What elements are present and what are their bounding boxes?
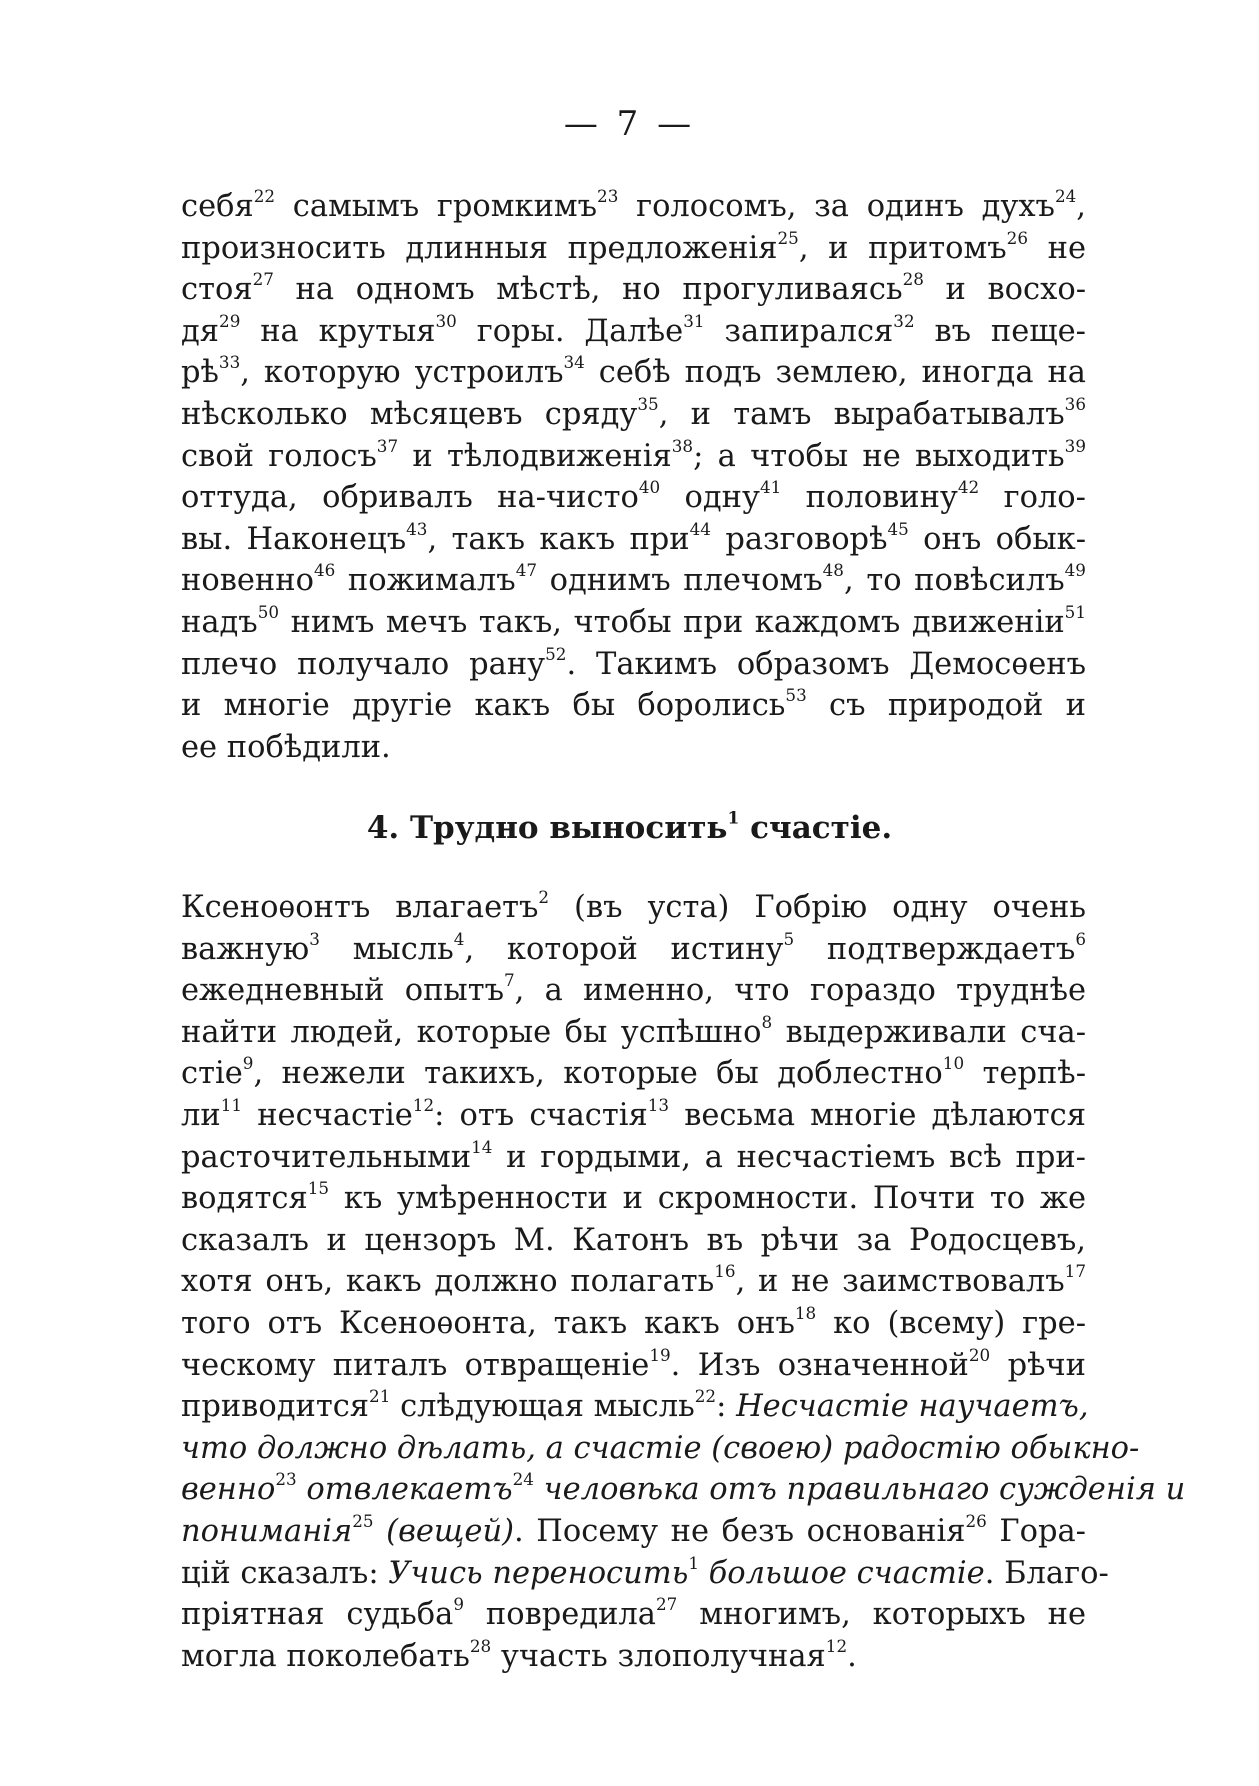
footnote-ref: 32 bbox=[893, 310, 915, 331]
text-line bbox=[181, 1552, 1109, 1595]
text-run: , то повѣсилъ bbox=[843, 563, 1065, 599]
text-run: : отъ счастія bbox=[434, 1097, 648, 1133]
footnote-ref: 21 bbox=[369, 1385, 391, 1406]
italic-text: Несчастіе научаетъ, bbox=[736, 1389, 1089, 1425]
footnote-ref: 22 bbox=[253, 185, 276, 206]
footnote-ref: 42 bbox=[957, 476, 980, 497]
text-run: вы. Наконецъ bbox=[181, 521, 407, 557]
footnote-ref: 49 bbox=[1064, 560, 1086, 581]
footnote-ref: 13 bbox=[647, 1094, 670, 1115]
text-line bbox=[181, 311, 1086, 353]
text-run: рѣ bbox=[181, 355, 219, 391]
text-line bbox=[181, 1428, 1140, 1470]
text-run: ее побѣдили. bbox=[181, 729, 391, 765]
footnote-ref: 23 bbox=[275, 1469, 297, 1490]
text-run: пожималъ bbox=[335, 563, 516, 599]
footnote-ref: 39 bbox=[1064, 435, 1086, 456]
text-run: на одномъ мѣстѣ, но прогуливаясь bbox=[273, 272, 903, 308]
text-run: мысль bbox=[319, 931, 454, 967]
footnote-ref: 26 bbox=[965, 1510, 987, 1531]
text-run: ческому питалъ отвращеніе bbox=[181, 1347, 650, 1383]
footnote-ref: 24 bbox=[1054, 185, 1077, 206]
text-run: счастіе. bbox=[739, 810, 893, 846]
text-run: надъ bbox=[181, 604, 258, 640]
text-line bbox=[181, 644, 1086, 686]
footnote-ref: 36 bbox=[1064, 393, 1086, 414]
text-run: половину bbox=[781, 480, 958, 516]
text-line bbox=[181, 352, 1086, 394]
text-run: голо- bbox=[979, 480, 1086, 516]
text-line bbox=[181, 228, 1086, 270]
text-run: разговорѣ bbox=[710, 521, 888, 557]
text-run: и восхо- bbox=[923, 272, 1086, 308]
footnote-ref: 44 bbox=[689, 518, 711, 539]
footnote-ref: 53 bbox=[785, 684, 807, 705]
footnote-ref: 46 bbox=[313, 560, 336, 581]
text-run: важную bbox=[181, 931, 310, 967]
footnote-ref: 47 bbox=[515, 560, 538, 581]
text-line bbox=[181, 560, 1086, 602]
italic-text: человѣка отъ правильнаго сужденія и bbox=[533, 1472, 1186, 1508]
footnote-ref: 3 bbox=[309, 928, 320, 949]
footnote-ref: 50 bbox=[257, 601, 280, 622]
footnote-ref: 12 bbox=[825, 1635, 848, 1656]
text-line bbox=[181, 970, 1086, 1012]
footnote-ref: 12 bbox=[412, 1094, 435, 1115]
text-run: стоя bbox=[181, 272, 253, 308]
text-line bbox=[181, 1095, 1086, 1137]
text-line bbox=[181, 929, 1086, 971]
text-run: ежедневный опытъ bbox=[181, 973, 504, 1009]
text-run: ко (всему) гре- bbox=[816, 1305, 1087, 1341]
text-run: дя bbox=[181, 313, 220, 349]
text-run: . Такимъ образомъ Демосѳенъ bbox=[566, 646, 1086, 682]
text-line bbox=[181, 519, 1086, 561]
text-run: Гора- bbox=[986, 1513, 1086, 1549]
text-line bbox=[181, 1012, 1086, 1054]
text-run: свой голосъ bbox=[181, 438, 377, 474]
footnote-ref: 8 bbox=[761, 1011, 773, 1032]
text-run: запирался bbox=[704, 313, 894, 349]
text-run: . bbox=[847, 1638, 857, 1674]
text-line bbox=[181, 186, 1086, 228]
text-run: выдерживали сча- bbox=[772, 1014, 1086, 1050]
text-run: Ксеноѳонтъ влагаетъ bbox=[181, 890, 539, 925]
text-run: слѣдующая мысль bbox=[390, 1389, 695, 1425]
text-run: одну bbox=[660, 480, 760, 516]
text-run: новенно bbox=[181, 563, 314, 599]
footnote-ref: 27 bbox=[656, 1593, 678, 1614]
text-run: , которой истину bbox=[464, 931, 784, 967]
footnote-ref: 23 bbox=[597, 185, 619, 206]
text-line bbox=[181, 1220, 1086, 1262]
footnote-ref: 26 bbox=[1006, 227, 1028, 248]
footnote-ref: 25 bbox=[777, 227, 799, 248]
text-line bbox=[181, 1137, 1086, 1179]
text-run: того отъ Ксеноѳонта, такъ какъ онъ bbox=[181, 1305, 795, 1341]
text-run: . Благо- bbox=[984, 1555, 1109, 1591]
text-run: онъ обык- bbox=[908, 521, 1086, 557]
text-run: расточительными bbox=[181, 1139, 472, 1175]
text-run: , нежели такихъ, которые бы доблестно bbox=[253, 1056, 943, 1092]
text-run: могла поколебать bbox=[181, 1638, 470, 1674]
text-run: горы. Далѣе bbox=[456, 313, 684, 349]
footnote-ref: 33 bbox=[218, 352, 241, 373]
text-line bbox=[181, 269, 1086, 311]
footnote-ref: 20 bbox=[968, 1344, 991, 1365]
text-run: ли bbox=[181, 1097, 221, 1133]
footnote-ref: 35 bbox=[637, 393, 659, 414]
footnote-ref: 40 bbox=[638, 476, 661, 497]
footnote-ref: 9 bbox=[242, 1053, 254, 1074]
footnote-ref: 28 bbox=[902, 268, 924, 289]
text-line bbox=[181, 1594, 1086, 1636]
text-run: приводится bbox=[181, 1389, 370, 1425]
text-line bbox=[181, 477, 1086, 519]
footnote-ref: 30 bbox=[435, 310, 457, 331]
italic-text: пониманія bbox=[181, 1513, 353, 1549]
text-run: пріятная судьба bbox=[181, 1597, 454, 1633]
footnote-ref: 6 bbox=[1075, 928, 1086, 949]
text-line bbox=[181, 1303, 1086, 1345]
text-line bbox=[181, 1178, 1086, 1220]
footnote-ref: 24 bbox=[512, 1469, 534, 1490]
footnote-ref: 51 bbox=[1064, 601, 1086, 622]
footnote-ref: 11 bbox=[220, 1094, 243, 1115]
footnote-ref: 14 bbox=[471, 1136, 493, 1157]
paragraph-continuation bbox=[181, 186, 1086, 768]
text-run: повредила bbox=[464, 1597, 656, 1633]
text-run: себѣ подъ землею, иногда на bbox=[584, 355, 1086, 391]
footnote-ref: 25 bbox=[352, 1510, 374, 1531]
text-run: самымъ громкимъ bbox=[275, 189, 598, 224]
text-run: себя bbox=[181, 189, 254, 224]
footnote-ref: 45 bbox=[887, 518, 909, 539]
text-run: сказалъ и цензоръ М. Катонъ въ рѣчи за Родосцевъ, bbox=[181, 1222, 1086, 1258]
text-run: на крутыя bbox=[240, 313, 436, 349]
text-run: въ пеще- bbox=[914, 313, 1086, 349]
text-run: , и не заимствовалъ bbox=[735, 1264, 1065, 1300]
footnote-ref: 2 bbox=[538, 886, 550, 907]
text-run: хотя онъ, какъ должно полагать bbox=[181, 1264, 715, 1300]
text-line bbox=[181, 887, 1086, 929]
text-run: . Изъ означенной bbox=[670, 1347, 969, 1383]
footnote-ref: 27 bbox=[252, 268, 274, 289]
text-line bbox=[181, 1261, 1086, 1303]
text-run: , bbox=[1076, 189, 1086, 224]
text-run: къ умѣренности и скромности. Почти то же bbox=[329, 1181, 1086, 1217]
text-run: водятся bbox=[181, 1181, 308, 1217]
text-run: цій сказалъ: bbox=[181, 1555, 389, 1591]
text-run: весьма многіе дѣлаются bbox=[669, 1097, 1086, 1133]
section-heading bbox=[0, 810, 1259, 846]
footnote-ref: 18 bbox=[794, 1302, 817, 1323]
text-run: . Посему не безъ основанія bbox=[514, 1513, 966, 1549]
page-number: — 7 — bbox=[563, 104, 696, 144]
footnote-ref: 7 bbox=[503, 969, 515, 990]
footnote-ref: 34 bbox=[563, 352, 585, 373]
text-line bbox=[181, 394, 1086, 436]
footnote-ref: 31 bbox=[683, 310, 705, 331]
text-run: 4. Трудно выносить bbox=[366, 810, 728, 846]
footnote-ref: 15 bbox=[307, 1177, 330, 1198]
text-run: не bbox=[1028, 230, 1086, 266]
text-run: рѣчи bbox=[990, 1347, 1087, 1383]
footnote-ref: 22 bbox=[694, 1385, 717, 1406]
footnote-ref: 41 bbox=[759, 476, 782, 497]
text-run: оттуда, обривалъ на-чисто bbox=[181, 480, 639, 516]
text-run: : bbox=[716, 1389, 737, 1425]
text-run: нѣсколько мѣсяцевъ сряду bbox=[181, 396, 638, 432]
text-run: и тѣлодвиженія bbox=[398, 438, 672, 474]
text-run: съ природой и bbox=[806, 688, 1086, 724]
text-run: , такъ какъ при bbox=[427, 521, 690, 557]
footnote-ref: 29 bbox=[219, 310, 241, 331]
italic-text: большое счастіе bbox=[698, 1555, 985, 1591]
italic-text: Учись переносить bbox=[388, 1555, 689, 1591]
text-line bbox=[181, 1511, 1086, 1553]
text-run: терпѣ- bbox=[964, 1056, 1086, 1092]
text-run: стіе bbox=[181, 1056, 243, 1092]
text-run: , и тамъ вырабатывалъ bbox=[658, 396, 1065, 432]
italic-text: что должно дѣлать, а счастіе (своею) радостію обыкно- bbox=[181, 1430, 1140, 1466]
footnote-ref: 1 bbox=[688, 1552, 699, 1573]
text-run: однимъ плечомъ bbox=[537, 563, 823, 599]
text-run: многимъ, которыхъ не bbox=[677, 1597, 1086, 1633]
text-line bbox=[181, 727, 1086, 769]
text-run: и гордыми, а несчастіемъ всѣ при- bbox=[492, 1139, 1086, 1175]
text-line bbox=[181, 685, 1086, 727]
footnote-ref: 52 bbox=[545, 643, 567, 664]
footnote-ref: 9 bbox=[453, 1593, 464, 1614]
footnote-ref: 19 bbox=[649, 1344, 671, 1365]
text-run: ; а чтобы не выходить bbox=[693, 438, 1065, 474]
text-line bbox=[181, 602, 1086, 644]
footnote-ref: 17 bbox=[1064, 1261, 1087, 1282]
text-run: (въ уста) Гобрію одну очень bbox=[549, 890, 1086, 925]
text-run: подтверждаетъ bbox=[794, 931, 1076, 967]
italic-text: венно bbox=[181, 1472, 276, 1508]
text-run: найти людей, которые бы успѣшно bbox=[181, 1014, 762, 1050]
text-line bbox=[181, 1053, 1086, 1095]
italic-text: отвлекаетъ bbox=[296, 1472, 513, 1508]
footnote-ref: 4 bbox=[453, 928, 465, 949]
footnote-ref: 28 bbox=[469, 1635, 492, 1656]
italic-text: (вещей) bbox=[373, 1513, 515, 1549]
text-run: участь злополучная bbox=[491, 1638, 826, 1674]
text-run: плечо получало рану bbox=[181, 646, 546, 682]
footnote-ref: 10 bbox=[942, 1053, 965, 1074]
text-run: , и притомъ bbox=[798, 230, 1007, 266]
footnote-ref: 38 bbox=[671, 435, 694, 456]
text-line bbox=[181, 1636, 1086, 1678]
footnote-ref: 48 bbox=[822, 560, 844, 581]
text-run: несчастіе bbox=[242, 1097, 413, 1133]
text-line bbox=[181, 436, 1086, 478]
text-run: нимъ мечъ такъ, чтобы при каждомъ движеніи bbox=[279, 604, 1065, 640]
text-run: и многіе другіе какъ бы боролись bbox=[181, 688, 786, 724]
footnote-ref: 1 bbox=[727, 808, 740, 829]
footnote-ref: 5 bbox=[783, 928, 795, 949]
section-body-paragraph bbox=[181, 886, 1186, 1677]
footnote-ref: 43 bbox=[406, 518, 428, 539]
text-run: голосомъ, за одинъ духъ bbox=[618, 189, 1055, 224]
text-run: , а именно, что гораздо труднѣе bbox=[514, 973, 1087, 1009]
footnote-ref: 37 bbox=[376, 435, 399, 456]
text-run: произносить длинныя предложенія bbox=[181, 230, 778, 266]
text-line bbox=[181, 1385, 1089, 1428]
footnote-ref: 16 bbox=[714, 1261, 736, 1282]
text-line bbox=[181, 1345, 1086, 1387]
text-run: , которую устроилъ bbox=[240, 355, 564, 391]
text-line bbox=[181, 1469, 1186, 1511]
